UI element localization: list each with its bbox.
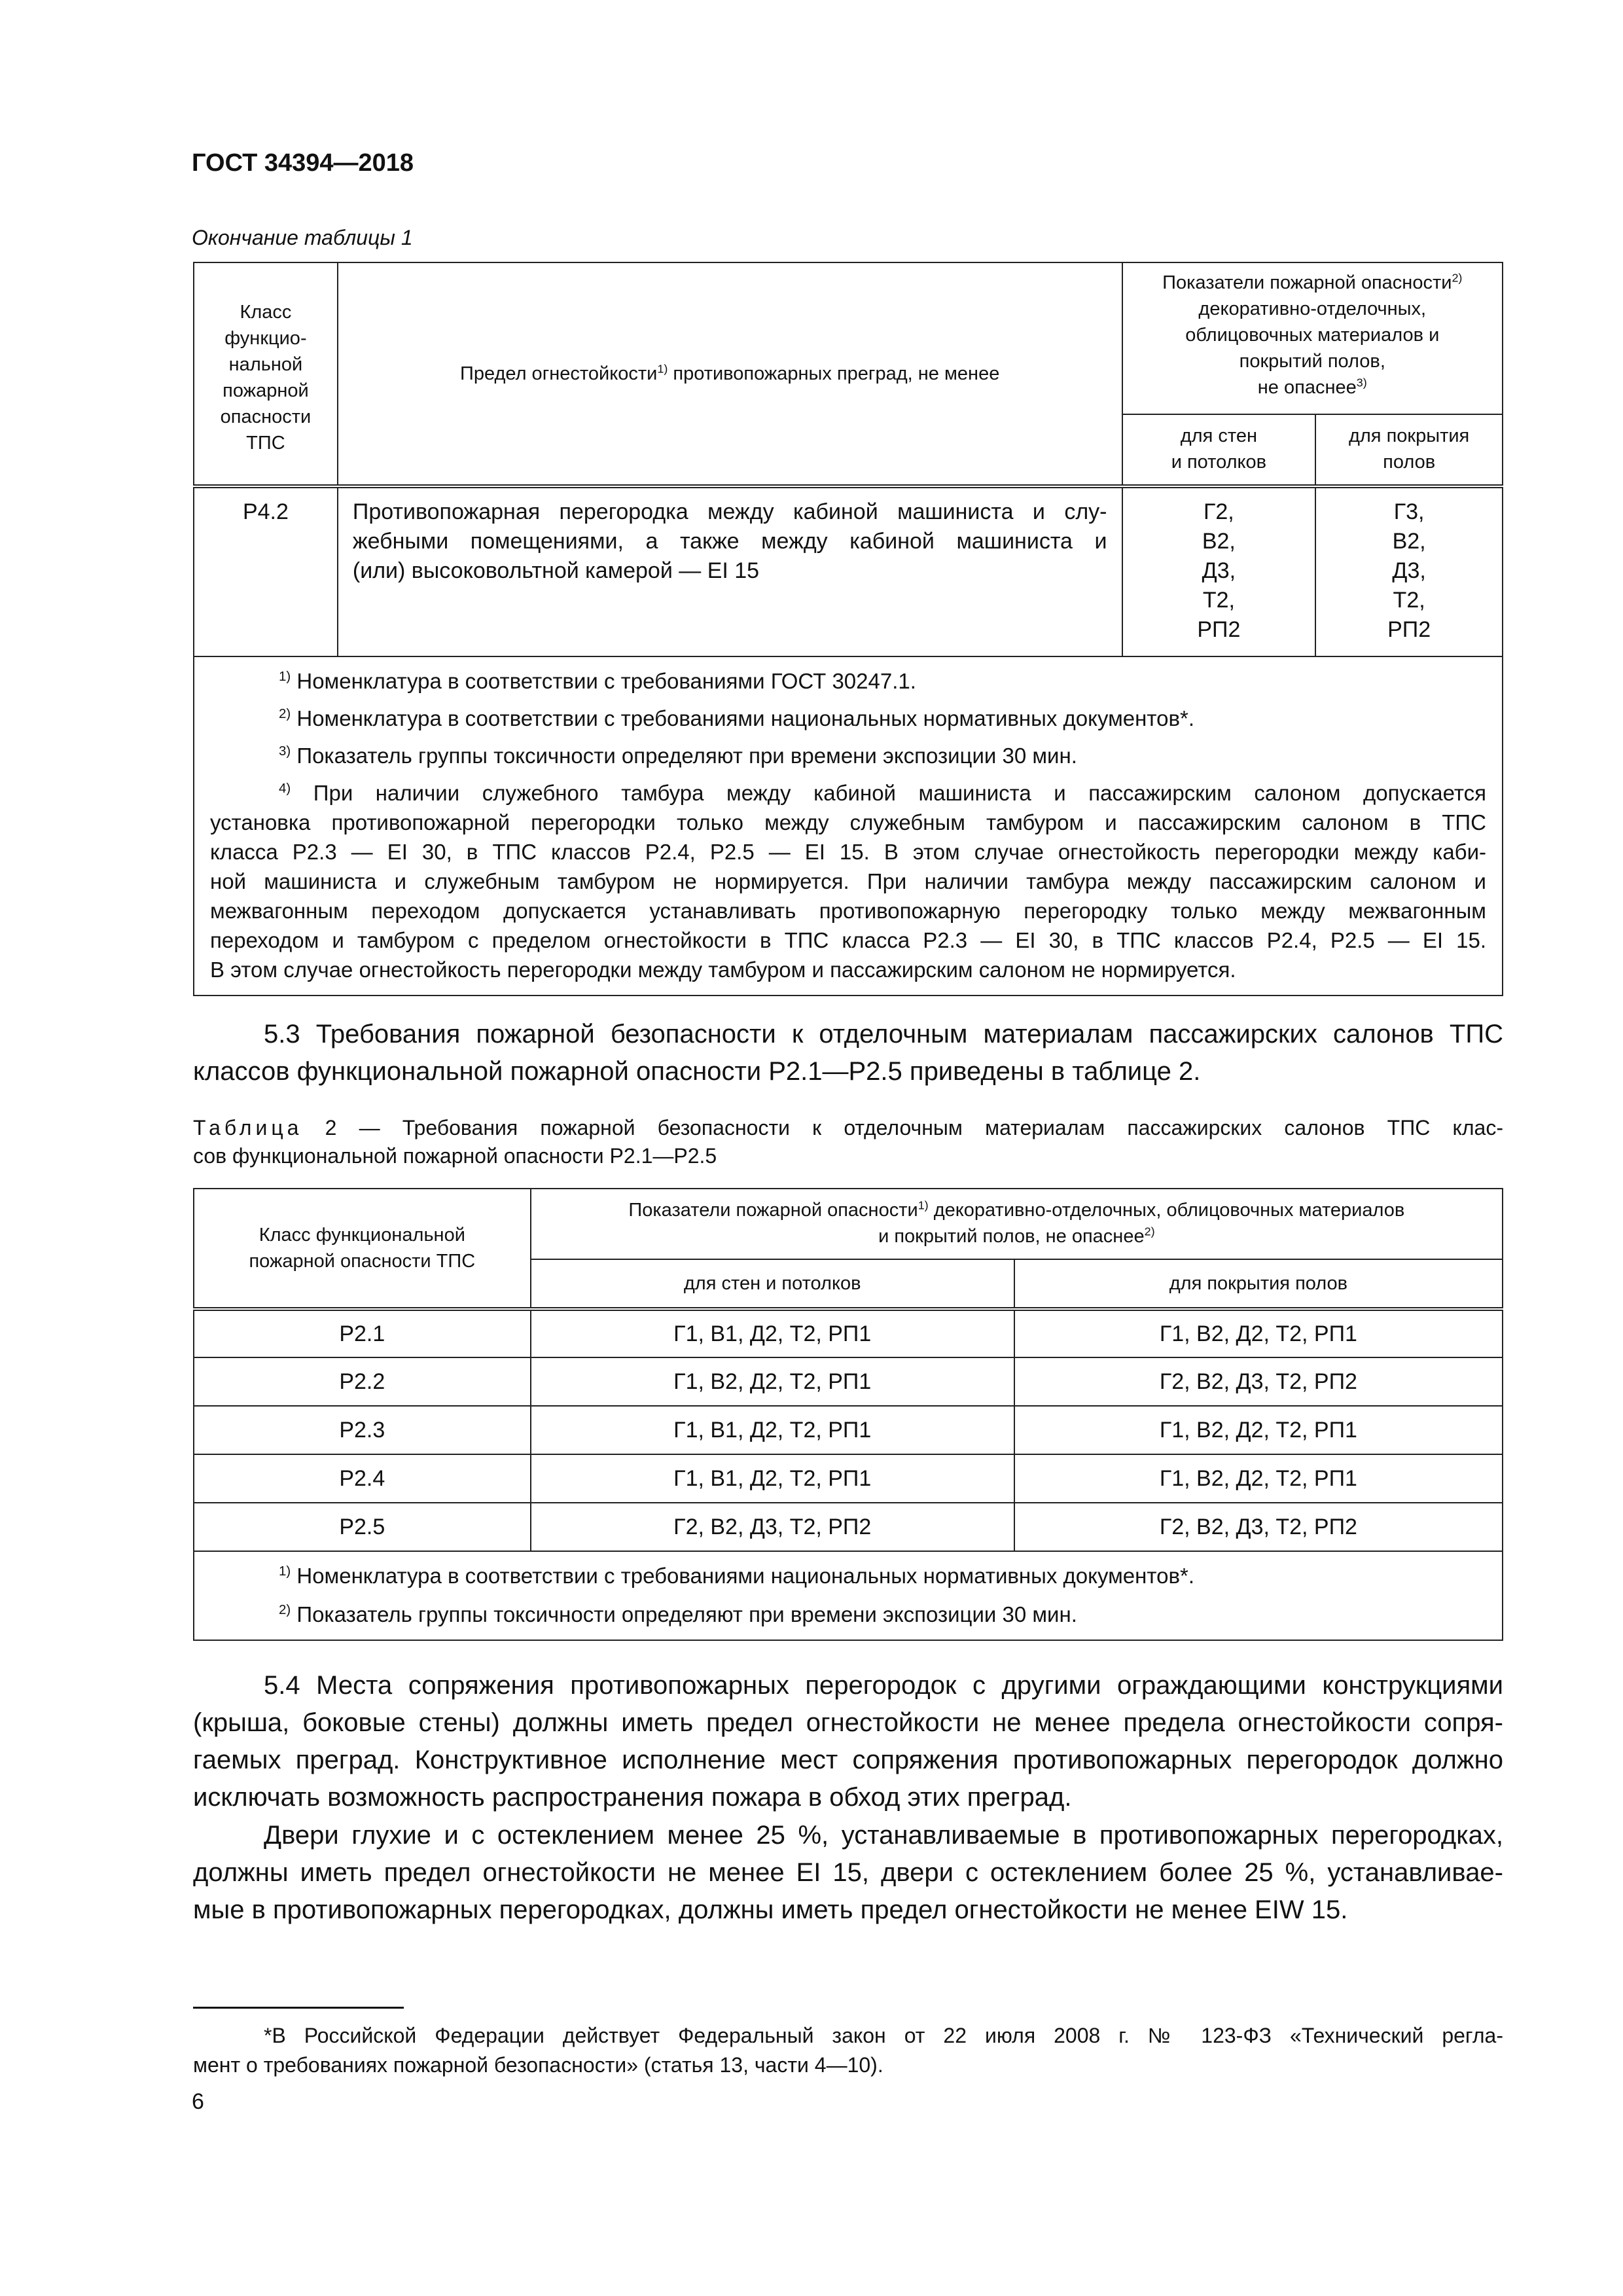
t1-note-1: $^{1)}$ Номенклатура в соответствии с требованиями ГОСТ 30247.1. <box>279 669 916 693</box>
table-row: Р2.5 Г2, В2, Д3, Т2, РП2 Г2, В2, Д3, Т2, РП2 <box>194 1503 1503 1551</box>
t2-sub-floor: для покрытия полов <box>1014 1259 1503 1309</box>
table-row: Р2.3 Г1, В1, Д2, Т2, РП1 Г1, В2, Д2, Т2, РП1 <box>194 1406 1503 1454</box>
table-1 <box>193 262 1503 996</box>
page-number: 6 <box>192 2089 204 2114</box>
paragraph-5-3: 5.3 Требования пожарной безопасности к отделочным материалам пассажирских салонов ТПС классов функциональной пожарной опасности Р2.1—Р2.5 приведены в таблице 2. <box>193 1020 1503 1086</box>
t2-note-2: $^{2)}$ Показатель группы токсичности определяют при времени экспозиции 30 мин. <box>279 1602 1077 1626</box>
t1-note-3: $^{3)}$ Показатель группы токсичности определяют при времени экспозиции 30 мин. <box>279 744 1077 768</box>
footnote: *В Российской Федерации действует Федеральный закон от 22 июля 2008 г. № 123-ФЗ «Технический регла- мент о требованиях пожарной безопасности» (статья 13, части 4—10). <box>193 2024 1503 2077</box>
t1-header-hazard: Показатели пожарной опасности$^{2)}$ декоративно-отделочных, облицовочных материалов и покрытий полов, не опаснее$^{3)}$ <box>1122 262 1503 414</box>
t2-sub-walls: для стен и потолков <box>531 1259 1014 1309</box>
t1-note-4: $^{4)}$ При наличии служебного тамбура между кабиной машиниста и пассажирским салоном допускается установка противопожарной перегородки только между служебным тамбуром и пассажирским салоном в ТПС класса Р2.3 — EI 30, в ТПС классов Р2.4, Р2.5 — EI 15. В этом случае огнестойкость перегородки между каби- ной машиниста и служебным тамбуром не нормируется. При наличии тамбура между пассажирским салоном и межвагонным переходом допускается устанавливать противопожарную перегородку только между межвагонным переходом и тамбуром с пределом огнестойкости в ТПС класса Р2.3 — EI 30, в ТПС классов Р2.4, Р2.5 — EI 15. В этом случае огнестойкость перегородки между тамбуром и пассажирским салоном не нормируется. <box>210 781 1486 982</box>
t1-sub-walls: для стен и потолков <box>1122 414 1316 486</box>
table-continuation-label: Окончание таблицы 1 <box>192 226 413 249</box>
t2-header-hazard: Показатели пожарной опасности$^{1)}$ декоративно-отделочных, облицовочных материалов и покрытий полов, не опаснее$^{2)}$ <box>531 1189 1503 1259</box>
t1-notes <box>194 656 1503 996</box>
t1-row-walls: Г2, В2, Д3, Т2, РП2 <box>1122 486 1316 656</box>
t1-header-limit: Предел огнестойкости$^{1)}$ противопожарных преград, не менее <box>338 262 1122 486</box>
paragraph-5-4: 5.4 Места сопряжения противопожарных перегородок с другими ограждающими конструкциями (крыша, боковые стены) должны иметь предел огнестойкости не менее предела огнестойкости сопря- гаемых преград. Конструктивное исполнение мест сопряжения противопожарных перегородок должно исключать возможность распространения пожара в обход этих преград. <box>193 1671 1503 1812</box>
t1-row-floor: Г3, В2, Д3, Т2, РП2 <box>1315 486 1503 656</box>
t1-header-class: Класс функцио- нальной пожарной опасности ТПС <box>194 262 338 486</box>
t2-note-1: $^{1)}$ Номенклатура в соответствии с требованиями национальных нормативных документов*. <box>279 1564 1194 1588</box>
table-row: Р2.1 Г1, В1, Д2, Т2, РП1 Г1, В2, Д2, Т2, РП1 <box>194 1309 1503 1357</box>
table-row: Р2.4 Г1, В1, Д2, Т2, РП1 Г1, В2, Д2, Т2, РП1 <box>194 1454 1503 1503</box>
document-code: ГОСТ 34394—2018 <box>192 149 414 177</box>
t1-row-class: Р4.2 <box>194 486 338 656</box>
table-2 <box>193 1188 1503 1641</box>
table-row: Р2.2 Г1, В2, Д2, Т2, РП1 Г2, В2, Д3, Т2, РП2 <box>194 1357 1503 1406</box>
footnote-separator <box>193 2007 404 2009</box>
paragraph-doors: Двери глухие и с остеклением менее 25 %, устанавливаемые в противопожарных перегородках, должны иметь предел огнестойкости не менее EI 15, двери с остеклением более 25 %, устанавливае- мые в противопожарных перегородках, должны иметь предел огнестойкости не менее EIW 15. <box>193 1821 1503 1924</box>
table-2-caption: Таблица 2 — Требования пожарной безопасности к отделочным материалам пассажирских салонов ТПС клас- сов функциональной пожарной опасности Р2.1—Р2.5 <box>193 1116 1503 1168</box>
t2-notes <box>194 1551 1503 1640</box>
t2-header-class: Класс функциональной пожарной опасности ТПС <box>194 1189 531 1309</box>
t1-sub-floor: для покрытия полов <box>1315 414 1503 486</box>
t1-note-2: $^{2)}$ Номенклатура в соответствии с требованиями национальных нормативных документов*. <box>279 706 1194 730</box>
t1-row-limit: Противопожарная перегородка между кабиной машиниста и слу- жебными помещениями, а также между кабиной машиниста и (или) высоковольтной камерой — EI 15 <box>338 486 1122 656</box>
